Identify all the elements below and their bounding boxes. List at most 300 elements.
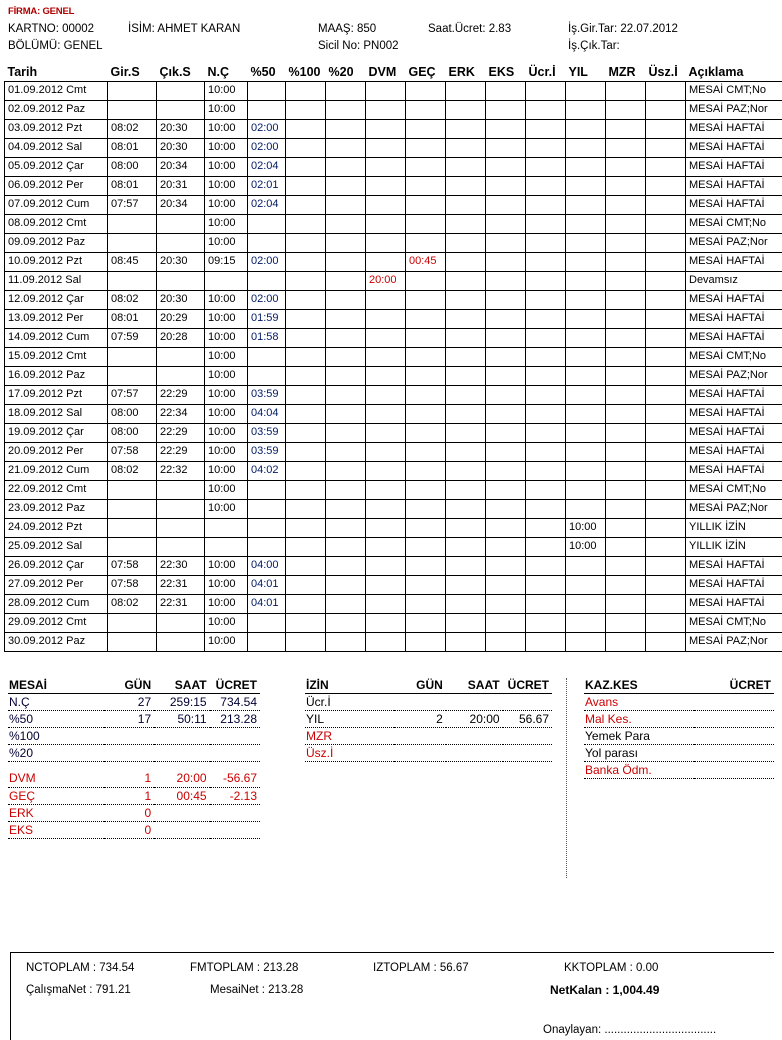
cell-gir: 07:59: [108, 328, 157, 347]
cell-nc: 10:00: [205, 575, 248, 594]
start-date-label: İş.Gir.Tar: 22.07.2012: [568, 23, 678, 35]
cell-mzr: [606, 480, 646, 499]
cell-uszi: [646, 214, 686, 233]
cell-tarih: 30.09.2012 Paz: [5, 632, 108, 651]
overtime-gun: 1: [104, 787, 154, 804]
kazkes-summary-row: [584, 727, 774, 744]
table-row[interactable]: [5, 499, 782, 518]
cell-p100: [286, 461, 326, 480]
cell-mzr: [606, 328, 646, 347]
table-row[interactable]: [5, 214, 782, 233]
cell-tarih: 13.09.2012 Per: [5, 309, 108, 328]
cell-nc: [205, 518, 248, 537]
cell-cik: [157, 81, 205, 100]
cell-yil: [566, 556, 606, 575]
leave-summary-block: [305, 678, 552, 762]
cell-gec: 00:45: [406, 252, 446, 271]
table-row[interactable]: [5, 81, 782, 100]
cell-mzr: [606, 252, 646, 271]
cell-aciklama: MESAİ HAFTAİ: [686, 442, 782, 461]
col-header-dvm: DVM: [368, 64, 397, 79]
table-row[interactable]: [5, 366, 782, 385]
col-header-aciklama: Açıklama: [688, 64, 744, 79]
attendance-table-body: [5, 81, 782, 651]
cell-aciklama: MESAİ HAFTAİ: [686, 138, 782, 157]
cell-p100: [286, 366, 326, 385]
cell-mzr: [606, 176, 646, 195]
cell-mzr: [606, 385, 646, 404]
table-row[interactable]: [5, 404, 782, 423]
cell-aciklama: MESAİ HAFTAİ: [686, 404, 782, 423]
table-row[interactable]: [5, 252, 782, 271]
cell-mzr: [606, 347, 646, 366]
cell-aciklama: MESAİ PAZ;Nor: [686, 499, 782, 518]
col-header-eks: EKS: [488, 64, 515, 79]
leave-col-saat: SAAT: [446, 678, 503, 694]
leave-ucret: [503, 727, 552, 744]
overtime-summary-block: [8, 678, 260, 839]
table-row[interactable]: [5, 613, 782, 632]
cell-erk: [446, 480, 486, 499]
spacer-cell: [8, 761, 260, 770]
table-row[interactable]: [5, 632, 782, 651]
cell-aciklama: MESAİ HAFTAİ: [686, 556, 782, 575]
cell-nc: 10:00: [205, 195, 248, 214]
cell-p20: [326, 423, 366, 442]
cell-aciklama: MESAİ HAFTAİ: [686, 385, 782, 404]
kazkes-header-row: [584, 678, 774, 694]
leave-gun: [394, 693, 446, 710]
cell-dvm: [366, 290, 406, 309]
cell-gec: [406, 632, 446, 651]
overtime-gun: 1: [104, 770, 154, 787]
cell-p100: [286, 233, 326, 252]
cell-tarih: 01.09.2012 Cmt: [5, 81, 108, 100]
table-row[interactable]: [5, 328, 782, 347]
cell-p100: [286, 309, 326, 328]
cell-dvm: [366, 518, 406, 537]
overtime-summary-row: [8, 821, 260, 838]
leave-summary-row: [305, 727, 552, 744]
cell-yil: [566, 138, 606, 157]
cell-erk: [446, 461, 486, 480]
cell-p50: [248, 613, 286, 632]
cell-p100: [286, 328, 326, 347]
cell-gec: [406, 271, 446, 290]
table-row[interactable]: [5, 461, 782, 480]
cell-gir: 07:58: [108, 442, 157, 461]
cell-gir: 07:58: [108, 556, 157, 575]
cell-eks: [486, 290, 526, 309]
cell-uszi: [646, 195, 686, 214]
cell-aciklama: MESAİ HAFTAİ: [686, 423, 782, 442]
table-row[interactable]: [5, 385, 782, 404]
leave-saat: [446, 693, 503, 710]
cell-gec: [406, 499, 446, 518]
cell-erk: [446, 214, 486, 233]
fmtoplam-value: FMTOPLAM : 213.28: [190, 962, 299, 974]
overtime-ucret: -56.67: [210, 770, 260, 787]
cell-cik: [157, 214, 205, 233]
cell-cik: 22:31: [157, 575, 205, 594]
cell-p100: [286, 537, 326, 556]
cell-tarih: 07.09.2012 Cum: [5, 195, 108, 214]
table-row[interactable]: [5, 176, 782, 195]
cell-p50: [248, 81, 286, 100]
table-row[interactable]: [5, 556, 782, 575]
cell-tarih: 18.09.2012 Sal: [5, 404, 108, 423]
cell-p50: 03:59: [248, 442, 286, 461]
cell-aciklama: MESAİ CMT;No: [686, 347, 782, 366]
cell-gec: [406, 176, 446, 195]
cell-ucri: [526, 347, 566, 366]
cell-p50: 02:00: [248, 138, 286, 157]
kazkes-label: Yemek Para: [584, 727, 694, 744]
cell-cik: 20:30: [157, 290, 205, 309]
cell-p100: [286, 347, 326, 366]
cell-p50: 03:59: [248, 385, 286, 404]
salary-label: MAAŞ: 850: [318, 23, 377, 35]
attendance-table: [4, 61, 782, 652]
cell-dvm: [366, 309, 406, 328]
company-label: FİRMA: GENEL: [8, 6, 75, 17]
cell-gir: 08:02: [108, 119, 157, 138]
table-row[interactable]: [5, 138, 782, 157]
col-header-ucri: Ücr.İ: [528, 64, 556, 79]
overtime-col-gun: GÜN: [104, 678, 154, 694]
cell-aciklama: MESAİ HAFTAİ: [686, 119, 782, 138]
cell-p100: [286, 499, 326, 518]
cell-dvm: [366, 138, 406, 157]
cell-eks: [486, 100, 526, 119]
leave-summary-row: [305, 710, 552, 727]
cell-uszi: [646, 290, 686, 309]
cell-yil: [566, 119, 606, 138]
cell-aciklama: Devamsız: [686, 271, 782, 290]
cell-yil: [566, 632, 606, 651]
summary-section: [0, 678, 782, 893]
cell-ucri: [526, 271, 566, 290]
overtime-ucret: 734.54: [210, 693, 260, 710]
cell-eks: [486, 537, 526, 556]
cell-p100: [286, 423, 326, 442]
cell-gir: [108, 271, 157, 290]
cell-dvm: [366, 575, 406, 594]
cell-eks: [486, 176, 526, 195]
cell-p100: [286, 271, 326, 290]
cell-uszi: [646, 385, 686, 404]
cell-yil: [566, 309, 606, 328]
cell-p50: 04:02: [248, 461, 286, 480]
cell-dvm: [366, 328, 406, 347]
cell-nc: 10:00: [205, 309, 248, 328]
cell-uszi: [646, 328, 686, 347]
cell-p100: [286, 518, 326, 537]
table-row[interactable]: [5, 480, 782, 499]
cell-mzr: [606, 195, 646, 214]
cell-tarih: 26.09.2012 Çar: [5, 556, 108, 575]
footer-top-rule: [10, 952, 774, 953]
kazkes-ucret: [694, 744, 774, 761]
table-row[interactable]: [5, 290, 782, 309]
nctoplam-value: NCTOPLAM : 734.54: [26, 962, 135, 974]
table-row[interactable]: [5, 442, 782, 461]
cell-p50: [248, 233, 286, 252]
cell-mzr: [606, 366, 646, 385]
cell-gir: 08:02: [108, 461, 157, 480]
col-header-giris: Gir.S: [110, 64, 140, 79]
cell-cik: 20:30: [157, 252, 205, 271]
kazkes-label: Yol parası: [584, 744, 694, 761]
cell-eks: [486, 366, 526, 385]
table-row[interactable]: [5, 233, 782, 252]
cell-nc: [205, 271, 248, 290]
cell-gir: 08:00: [108, 423, 157, 442]
kazkes-col-ucret: ÜCRET: [694, 678, 774, 694]
overtime-gun: [104, 744, 154, 761]
cell-tarih: 05.09.2012 Çar: [5, 157, 108, 176]
kazkes-label: Mal Kes.: [584, 710, 694, 727]
overtime-summary-body: [8, 693, 260, 838]
cell-tarih: 27.09.2012 Per: [5, 575, 108, 594]
cell-p50: 04:00: [248, 556, 286, 575]
overtime-saat: 00:45: [154, 787, 209, 804]
cell-nc: 10:00: [205, 385, 248, 404]
cell-cik: 22:31: [157, 594, 205, 613]
cell-p50: 02:00: [248, 290, 286, 309]
cell-gec: [406, 537, 446, 556]
cell-mzr: [606, 461, 646, 480]
cell-erk: [446, 119, 486, 138]
cell-uszi: [646, 423, 686, 442]
overtime-col-mesai: MESAİ: [8, 678, 104, 694]
kazkes-ucret: [694, 761, 774, 778]
table-row[interactable]: [5, 594, 782, 613]
cell-aciklama: MESAİ CMT;No: [686, 214, 782, 233]
cell-gec: [406, 309, 446, 328]
overtime-saat: [154, 804, 209, 821]
cell-erk: [446, 537, 486, 556]
table-row[interactable]: [5, 423, 782, 442]
cell-aciklama: MESAİ CMT;No: [686, 81, 782, 100]
cell-tarih: 04.09.2012 Sal: [5, 138, 108, 157]
cell-p100: [286, 480, 326, 499]
cell-aciklama: MESAİ HAFTAİ: [686, 461, 782, 480]
cell-erk: [446, 271, 486, 290]
cell-uszi: [646, 594, 686, 613]
cell-gir: [108, 518, 157, 537]
cell-cik: 22:29: [157, 442, 205, 461]
overtime-ucret: 213.28: [210, 710, 260, 727]
cell-aciklama: MESAİ PAZ;Nor: [686, 366, 782, 385]
cell-uszi: [646, 575, 686, 594]
cell-dvm: [366, 423, 406, 442]
cell-p20: [326, 81, 366, 100]
cell-nc: 10:00: [205, 81, 248, 100]
cell-dvm: [366, 594, 406, 613]
cell-mzr: [606, 594, 646, 613]
cell-uszi: [646, 632, 686, 651]
table-row[interactable]: [5, 119, 782, 138]
cell-mzr: [606, 613, 646, 632]
cell-erk: [446, 366, 486, 385]
cell-p100: [286, 594, 326, 613]
cell-gec: [406, 328, 446, 347]
cell-uszi: [646, 537, 686, 556]
cell-erk: [446, 404, 486, 423]
cell-aciklama: YILLIK İZİN: [686, 518, 782, 537]
cell-p100: [286, 290, 326, 309]
cell-yil: [566, 366, 606, 385]
cell-cik: [157, 518, 205, 537]
cell-erk: [446, 385, 486, 404]
cell-nc: 10:00: [205, 366, 248, 385]
cell-aciklama: MESAİ HAFTAİ: [686, 594, 782, 613]
cell-mzr: [606, 632, 646, 651]
cell-mzr: [606, 119, 646, 138]
table-row[interactable]: [5, 575, 782, 594]
name-label: İSİM: AHMET KARAN: [128, 23, 241, 35]
cell-nc: 10:00: [205, 613, 248, 632]
table-row[interactable]: [5, 518, 782, 537]
department-label: BÖLÜMÜ: GENEL: [8, 40, 103, 52]
cell-gec: [406, 518, 446, 537]
leave-gun: 2: [394, 710, 446, 727]
cell-gec: [406, 385, 446, 404]
cell-p50: 01:59: [248, 309, 286, 328]
cell-nc: 10:00: [205, 347, 248, 366]
cell-eks: [486, 613, 526, 632]
cell-uszi: [646, 461, 686, 480]
cell-mzr: [606, 423, 646, 442]
cell-cik: 22:32: [157, 461, 205, 480]
cell-dvm: [366, 480, 406, 499]
table-row[interactable]: [5, 537, 782, 556]
cell-yil: [566, 480, 606, 499]
cell-gir: 07:57: [108, 195, 157, 214]
overtime-ucret: -2.13: [210, 787, 260, 804]
cell-p20: [326, 195, 366, 214]
cell-dvm: [366, 632, 406, 651]
cell-gir: [108, 613, 157, 632]
kktoplam-value: KKTOPLAM : 0.00: [564, 962, 659, 974]
kazkes-col-name: KAZ.KES: [584, 678, 694, 694]
table-row[interactable]: [5, 271, 782, 290]
cell-eks: [486, 461, 526, 480]
col-header-nc: N.Ç: [207, 64, 230, 79]
cell-eks: [486, 556, 526, 575]
cell-gec: [406, 195, 446, 214]
col-header-p50: %50: [250, 64, 276, 79]
cell-gir: 08:01: [108, 309, 157, 328]
cell-ucri: [526, 556, 566, 575]
cell-uszi: [646, 404, 686, 423]
overtime-saat: [154, 727, 209, 744]
calismanet-value: ÇalışmaNet : 791.21: [26, 984, 131, 996]
overtime-saat: 50:11: [154, 710, 209, 727]
overtime-summary-table: [8, 678, 260, 839]
table-row[interactable]: [5, 157, 782, 176]
table-row[interactable]: [5, 309, 782, 328]
overtime-summary-row: [8, 804, 260, 821]
cell-gec: [406, 480, 446, 499]
col-header-mzr: MZR: [608, 64, 636, 79]
cell-gir: 07:58: [108, 575, 157, 594]
cell-eks: [486, 518, 526, 537]
cell-gec: [406, 119, 446, 138]
cell-mzr: [606, 518, 646, 537]
cell-p20: [326, 632, 366, 651]
cell-erk: [446, 81, 486, 100]
overtime-ucret: [210, 821, 260, 838]
cell-yil: [566, 594, 606, 613]
cell-p50: [248, 366, 286, 385]
table-header-row: [5, 61, 782, 81]
table-row[interactable]: [5, 195, 782, 214]
cell-dvm: [366, 347, 406, 366]
cell-uszi: [646, 176, 686, 195]
earnings-deductions-block: [584, 678, 774, 779]
cell-tarih: 29.09.2012 Cmt: [5, 613, 108, 632]
cell-ucri: [526, 442, 566, 461]
cell-p100: [286, 119, 326, 138]
cell-tarih: 14.09.2012 Cum: [5, 328, 108, 347]
overtime-label: N.Ç: [8, 693, 104, 710]
kazkes-summary-row: [584, 710, 774, 727]
cell-p50: 02:04: [248, 157, 286, 176]
cell-aciklama: MESAİ PAZ;Nor: [686, 100, 782, 119]
cell-nc: 10:00: [205, 176, 248, 195]
cell-p20: [326, 119, 366, 138]
cell-nc: 10:00: [205, 480, 248, 499]
cell-dvm: [366, 366, 406, 385]
cell-gir: [108, 480, 157, 499]
cell-eks: [486, 499, 526, 518]
kazkes-ucret: [694, 693, 774, 710]
cell-uszi: [646, 499, 686, 518]
cell-tarih: 03.09.2012 Pzt: [5, 119, 108, 138]
cell-p50: [248, 518, 286, 537]
cell-yil: [566, 575, 606, 594]
cell-p20: [326, 518, 366, 537]
cell-tarih: 20.09.2012 Per: [5, 442, 108, 461]
cell-mzr: [606, 157, 646, 176]
cell-p100: [286, 81, 326, 100]
cell-dvm: [366, 252, 406, 271]
cell-gec: [406, 81, 446, 100]
cell-erk: [446, 575, 486, 594]
overtime-label: ERK: [8, 804, 104, 821]
cell-p20: [326, 271, 366, 290]
cell-yil: [566, 214, 606, 233]
cell-p50: 04:01: [248, 575, 286, 594]
cell-gir: 08:01: [108, 138, 157, 157]
cell-mzr: [606, 404, 646, 423]
cell-yil: [566, 347, 606, 366]
table-row[interactable]: [5, 100, 782, 119]
cell-nc: 10:00: [205, 556, 248, 575]
cell-p20: [326, 176, 366, 195]
cell-yil: [566, 404, 606, 423]
registry-no-label: Sicil No: PN002: [318, 40, 399, 52]
cell-mzr: [606, 290, 646, 309]
cell-erk: [446, 442, 486, 461]
cell-nc: 10:00: [205, 157, 248, 176]
earnings-deductions-body: [584, 693, 774, 778]
cell-mzr: [606, 271, 646, 290]
table-row[interactable]: [5, 347, 782, 366]
overtime-saat: [154, 821, 209, 838]
